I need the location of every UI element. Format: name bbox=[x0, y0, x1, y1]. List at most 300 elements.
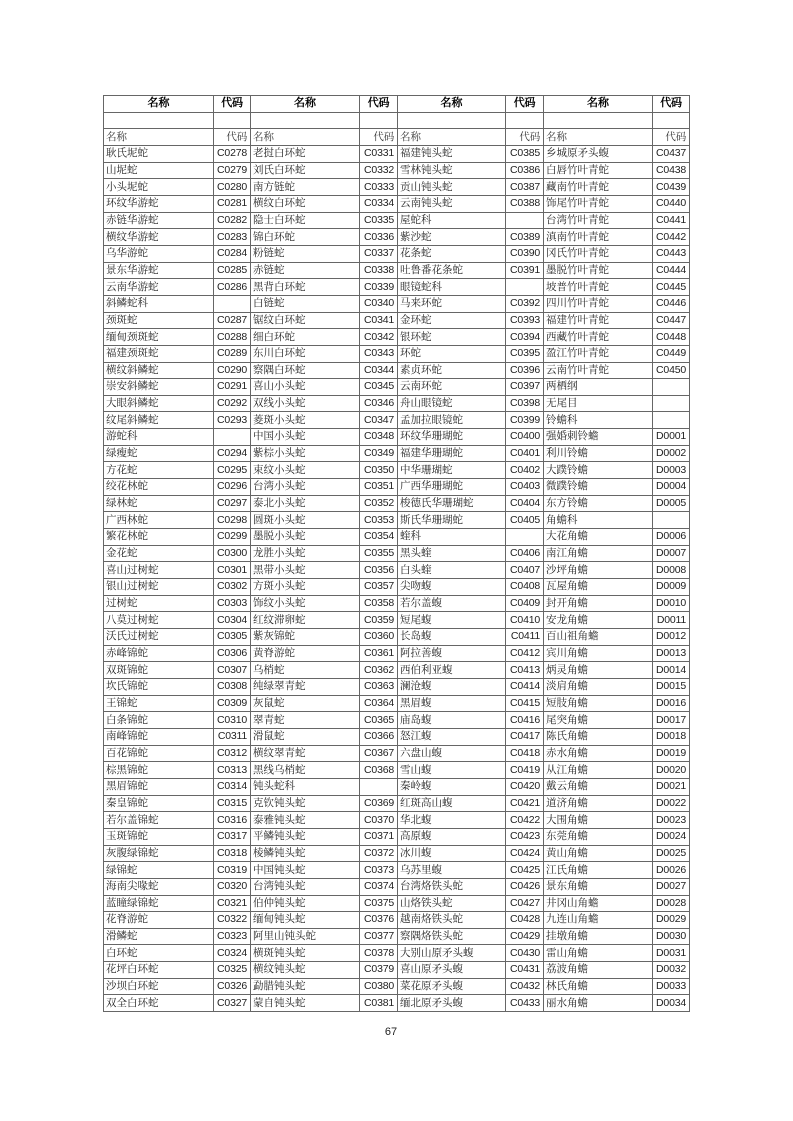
species-name-cell: 纯绿翠青蛇 bbox=[251, 678, 360, 695]
species-code-cell: C0322 bbox=[214, 912, 251, 929]
species-code-cell: C0426 bbox=[506, 878, 544, 895]
species-code-cell: C0282 bbox=[214, 212, 251, 229]
species-code-cell bbox=[506, 279, 544, 296]
species-name-cell: 屋蛇科 bbox=[398, 212, 506, 229]
table-row bbox=[104, 795, 690, 812]
species-code-cell: C0425 bbox=[506, 862, 544, 879]
species-name-cell: 横纹翠青蛇 bbox=[251, 745, 360, 762]
species-name-cell: 细白环蛇 bbox=[251, 329, 360, 346]
species-name-cell: 南峰锦蛇 bbox=[104, 728, 214, 745]
species-name-cell: 铃蟾科 bbox=[544, 412, 653, 429]
table-row bbox=[104, 712, 690, 729]
species-name-cell: 隐士白环蛇 bbox=[251, 212, 360, 229]
species-name-cell: 冰川蝮 bbox=[398, 845, 506, 862]
species-code-cell: D0020 bbox=[653, 762, 690, 779]
species-code-cell: D0013 bbox=[653, 645, 690, 662]
species-code-cell bbox=[506, 212, 544, 229]
species-code-cell: C0440 bbox=[653, 195, 690, 212]
species-code-cell: C0396 bbox=[506, 362, 544, 379]
species-code-cell: C0292 bbox=[214, 395, 251, 412]
species-code-cell: C0293 bbox=[214, 412, 251, 429]
species-code-cell: C0428 bbox=[506, 912, 544, 929]
species-code-cell: C0355 bbox=[360, 545, 398, 562]
species-name-cell: 棕黑锦蛇 bbox=[104, 762, 214, 779]
species-code-cell: D0016 bbox=[653, 695, 690, 712]
species-code-cell: C0424 bbox=[506, 845, 544, 862]
species-name-cell: 百山祖角蟾 bbox=[544, 629, 653, 646]
species-code-cell: C0354 bbox=[360, 529, 398, 546]
species-code-cell: C0336 bbox=[360, 229, 398, 246]
species-name-cell: 黑眉蝮 bbox=[398, 695, 506, 712]
species-code-cell: C0370 bbox=[360, 812, 398, 829]
species-code-cell: D0022 bbox=[653, 795, 690, 812]
species-name-cell: 短尾蝮 bbox=[398, 612, 506, 629]
species-code-cell: C0289 bbox=[214, 345, 251, 362]
species-name-cell: 东方铃蟾 bbox=[544, 495, 653, 512]
species-code-cell: C0414 bbox=[506, 678, 544, 695]
table-row bbox=[104, 629, 690, 646]
species-name-cell: 圆斑小头蛇 bbox=[251, 512, 360, 529]
table-row bbox=[104, 145, 690, 162]
species-name-cell: 九连山角蟾 bbox=[544, 912, 653, 929]
table-row bbox=[104, 762, 690, 779]
table-row bbox=[104, 295, 690, 312]
species-name-cell: 云南竹叶青蛇 bbox=[544, 362, 653, 379]
table-row bbox=[104, 345, 690, 362]
species-code-cell: C0341 bbox=[360, 312, 398, 329]
species-name-cell: 白环蛇 bbox=[104, 945, 214, 962]
species-name-cell: 游蛇科 bbox=[104, 429, 214, 446]
species-code-cell: C0432 bbox=[506, 978, 544, 995]
species-code-cell: C0303 bbox=[214, 595, 251, 612]
species-code-cell: C0398 bbox=[506, 395, 544, 412]
species-code-cell: D0012 bbox=[653, 629, 690, 646]
species-name-cell: 沙坪角蟾 bbox=[544, 562, 653, 579]
species-code-cell: C0339 bbox=[360, 279, 398, 296]
table-subheader-row bbox=[104, 129, 690, 146]
species-code-cell: C0391 bbox=[506, 262, 544, 279]
species-code-cell: C0366 bbox=[360, 728, 398, 745]
species-name-cell: 花脊游蛇 bbox=[104, 912, 214, 929]
species-name-cell: 滑鳞蛇 bbox=[104, 928, 214, 945]
species-name-cell: 东川白环蛇 bbox=[251, 345, 360, 362]
species-code-cell: C0380 bbox=[360, 978, 398, 995]
species-name-cell: 沙坝白环蛇 bbox=[104, 978, 214, 995]
species-name-cell: 黑头蝰 bbox=[398, 545, 506, 562]
table-row bbox=[104, 579, 690, 596]
table-row bbox=[104, 512, 690, 529]
species-name-cell: 玉斑锦蛇 bbox=[104, 828, 214, 845]
species-name-cell: 高原蝮 bbox=[398, 828, 506, 845]
species-name-cell: 过树蛇 bbox=[104, 595, 214, 612]
species-code-cell: C0371 bbox=[360, 828, 398, 845]
species-name-cell: 黑带小头蛇 bbox=[251, 562, 360, 579]
species-code-cell: C0353 bbox=[360, 512, 398, 529]
species-name-cell: 蒙自钝头蛇 bbox=[251, 995, 360, 1012]
species-code-cell: C0417 bbox=[506, 728, 544, 745]
species-name-cell: 淡肩角蟾 bbox=[544, 678, 653, 695]
species-code-cell: C0368 bbox=[360, 762, 398, 779]
table-row bbox=[104, 495, 690, 512]
species-name-cell: 中国小头蛇 bbox=[251, 429, 360, 446]
species-name-cell: 眼镜蛇科 bbox=[398, 279, 506, 296]
species-code-cell: C0439 bbox=[653, 179, 690, 196]
species-code-cell: C0348 bbox=[360, 429, 398, 446]
table-row bbox=[104, 229, 690, 246]
species-code-cell: C0361 bbox=[360, 645, 398, 662]
species-name-cell: 庙岛蝮 bbox=[398, 712, 506, 729]
species-name-cell: 黄脊游蛇 bbox=[251, 645, 360, 662]
species-code-cell: C0437 bbox=[653, 145, 690, 162]
species-name-cell: 西伯利亚蝮 bbox=[398, 662, 506, 679]
table-row bbox=[104, 945, 690, 962]
species-code-cell: C0319 bbox=[214, 862, 251, 879]
species-code-cell: C0362 bbox=[360, 662, 398, 679]
species-code-cell: C0442 bbox=[653, 229, 690, 246]
species-name-cell: 横纹斜鳞蛇 bbox=[104, 362, 214, 379]
species-name-cell: 菱斑小头蛇 bbox=[251, 412, 360, 429]
empty-cell bbox=[398, 112, 506, 129]
species-code-cell: D0031 bbox=[653, 945, 690, 962]
species-name-cell: 大眼斜鳞蛇 bbox=[104, 395, 214, 412]
species-name-cell: 阿拉善蝮 bbox=[398, 645, 506, 662]
species-code-cell: C0433 bbox=[506, 995, 544, 1012]
species-name-cell: 灰腹绿锦蛇 bbox=[104, 845, 214, 862]
species-code-cell: C0420 bbox=[506, 778, 544, 795]
table-row bbox=[104, 262, 690, 279]
species-name-cell: 百花锦蛇 bbox=[104, 745, 214, 762]
species-code-cell: C0309 bbox=[214, 695, 251, 712]
species-name-cell: 福建颈斑蛇 bbox=[104, 345, 214, 362]
species-name-cell: 越南烙铁头蛇 bbox=[398, 912, 506, 929]
species-name-cell: 梭德氏华珊瑚蛇 bbox=[398, 495, 506, 512]
species-name-cell: 华北蝮 bbox=[398, 812, 506, 829]
species-name-cell: 戴云角蟾 bbox=[544, 778, 653, 795]
table-row bbox=[104, 862, 690, 879]
species-name-cell: 环蛇 bbox=[398, 345, 506, 362]
species-name-cell: 白链蛇 bbox=[251, 295, 360, 312]
table-row bbox=[104, 212, 690, 229]
species-name-cell: 喜山小头蛇 bbox=[251, 379, 360, 396]
table-row bbox=[104, 195, 690, 212]
species-name-cell: 短肢角蟾 bbox=[544, 695, 653, 712]
species-code-cell: C0422 bbox=[506, 812, 544, 829]
species-name-cell: 广西华珊瑚蛇 bbox=[398, 479, 506, 496]
species-name-cell: 雪山蝮 bbox=[398, 762, 506, 779]
species-name-cell: 墨脱竹叶青蛇 bbox=[544, 262, 653, 279]
species-name-cell: 台湾钝头蛇 bbox=[251, 878, 360, 895]
species-name-cell: 察隅白环蛇 bbox=[251, 362, 360, 379]
species-name-cell: 荔波角蟾 bbox=[544, 962, 653, 979]
table-row bbox=[104, 429, 690, 446]
subheader-code-2: 代码 bbox=[360, 129, 398, 146]
species-code-cell: C0311 bbox=[214, 728, 251, 745]
species-code-cell: C0447 bbox=[653, 312, 690, 329]
table-row bbox=[104, 279, 690, 296]
species-name-cell: 金花蛇 bbox=[104, 545, 214, 562]
species-name-cell: 若尔盖锦蛇 bbox=[104, 812, 214, 829]
species-code-table bbox=[103, 95, 690, 1012]
species-name-cell: 乌苏里蝮 bbox=[398, 862, 506, 879]
table-row bbox=[104, 695, 690, 712]
species-name-cell: 赤链华游蛇 bbox=[104, 212, 214, 229]
species-name-cell: 紫棕小头蛇 bbox=[251, 445, 360, 462]
species-code-cell: C0407 bbox=[506, 562, 544, 579]
species-code-cell: D0029 bbox=[653, 912, 690, 929]
header-name-2: 名称 bbox=[251, 96, 360, 113]
species-code-cell: C0343 bbox=[360, 345, 398, 362]
subheader-name-1: 名称 bbox=[104, 129, 214, 146]
species-code-cell: C0379 bbox=[360, 962, 398, 979]
species-name-cell: 台湾竹叶青蛇 bbox=[544, 212, 653, 229]
species-code-cell: C0345 bbox=[360, 379, 398, 396]
species-name-cell: 素贞环蛇 bbox=[398, 362, 506, 379]
species-name-cell: 蝰科 bbox=[398, 529, 506, 546]
table-row bbox=[104, 479, 690, 496]
species-code-cell: D0010 bbox=[653, 595, 690, 612]
table-row bbox=[104, 245, 690, 262]
species-name-cell: 安龙角蟾 bbox=[544, 612, 653, 629]
species-code-cell: C0315 bbox=[214, 795, 251, 812]
species-code-cell: C0279 bbox=[214, 162, 251, 179]
table-row bbox=[104, 162, 690, 179]
species-name-cell: 龙胜小头蛇 bbox=[251, 545, 360, 562]
species-code-cell: C0375 bbox=[360, 895, 398, 912]
species-code-cell: D0026 bbox=[653, 862, 690, 879]
species-name-cell: 金环蛇 bbox=[398, 312, 506, 329]
table-row bbox=[104, 995, 690, 1012]
species-name-cell: 道济角蟾 bbox=[544, 795, 653, 812]
empty-cell bbox=[653, 112, 690, 129]
species-name-cell: 双线小头蛇 bbox=[251, 395, 360, 412]
species-code-cell: C0331 bbox=[360, 145, 398, 162]
species-code-cell: D0018 bbox=[653, 728, 690, 745]
table-row bbox=[104, 462, 690, 479]
species-name-cell: 强婚刺铃蟾 bbox=[544, 429, 653, 446]
species-name-cell: 尖吻蝮 bbox=[398, 579, 506, 596]
species-name-cell: 横纹钝头蛇 bbox=[251, 962, 360, 979]
table-row bbox=[104, 362, 690, 379]
species-code-cell: C0349 bbox=[360, 445, 398, 462]
species-code-cell: C0321 bbox=[214, 895, 251, 912]
species-code-cell: C0376 bbox=[360, 912, 398, 929]
species-name-cell: 澜沧蝮 bbox=[398, 678, 506, 695]
header-name-3: 名称 bbox=[398, 96, 506, 113]
species-code-cell: C0410 bbox=[506, 612, 544, 629]
species-code-cell: C0299 bbox=[214, 529, 251, 546]
species-code-cell: C0327 bbox=[214, 995, 251, 1012]
species-name-cell: 双全白环蛇 bbox=[104, 995, 214, 1012]
table-row bbox=[104, 395, 690, 412]
species-name-cell: 景东华游蛇 bbox=[104, 262, 214, 279]
species-name-cell: 赤水角蟾 bbox=[544, 745, 653, 762]
table-row bbox=[104, 645, 690, 662]
species-code-cell: C0347 bbox=[360, 412, 398, 429]
species-code-cell bbox=[653, 412, 690, 429]
species-name-cell: 黄山角蟾 bbox=[544, 845, 653, 862]
species-name-cell: 饰尾竹叶青蛇 bbox=[544, 195, 653, 212]
species-name-cell: 福建钝头蛇 bbox=[398, 145, 506, 162]
species-name-cell: 从江角蟾 bbox=[544, 762, 653, 779]
table-row bbox=[104, 828, 690, 845]
species-code-cell: C0323 bbox=[214, 928, 251, 945]
species-code-cell: C0374 bbox=[360, 878, 398, 895]
species-code-cell: C0318 bbox=[214, 845, 251, 862]
species-code-cell: C0389 bbox=[506, 229, 544, 246]
species-name-cell: 角蟾科 bbox=[544, 512, 653, 529]
species-code-cell: C0372 bbox=[360, 845, 398, 862]
species-code-cell: D0003 bbox=[653, 462, 690, 479]
species-name-cell: 翠青蛇 bbox=[251, 712, 360, 729]
species-name-cell: 束纹小头蛇 bbox=[251, 462, 360, 479]
species-name-cell: 横斑钝头蛇 bbox=[251, 945, 360, 962]
species-code-cell: C0344 bbox=[360, 362, 398, 379]
table-row bbox=[104, 529, 690, 546]
species-code-cell: C0304 bbox=[214, 612, 251, 629]
species-code-cell: C0342 bbox=[360, 329, 398, 346]
species-code-cell: C0290 bbox=[214, 362, 251, 379]
species-code-cell: C0310 bbox=[214, 712, 251, 729]
species-code-cell: C0308 bbox=[214, 678, 251, 695]
species-name-cell: 缅甸颈斑蛇 bbox=[104, 329, 214, 346]
species-code-cell: C0411 bbox=[506, 629, 544, 646]
table-row bbox=[104, 329, 690, 346]
species-code-cell: D0008 bbox=[653, 562, 690, 579]
species-name-cell: 环纹华游蛇 bbox=[104, 195, 214, 212]
species-code-cell: C0294 bbox=[214, 445, 251, 462]
species-name-cell: 缅北原矛头蝮 bbox=[398, 995, 506, 1012]
header-code-3: 代码 bbox=[506, 96, 544, 113]
species-code-cell bbox=[506, 529, 544, 546]
species-name-cell: 察隅烙铁头蛇 bbox=[398, 928, 506, 945]
species-code-cell: C0385 bbox=[506, 145, 544, 162]
species-code-cell: C0278 bbox=[214, 145, 251, 162]
species-name-cell: 克钦钝头蛇 bbox=[251, 795, 360, 812]
species-code-cell: C0334 bbox=[360, 195, 398, 212]
species-code-cell: C0360 bbox=[360, 629, 398, 646]
empty-cell bbox=[360, 112, 398, 129]
species-name-cell: 黑线乌梢蛇 bbox=[251, 762, 360, 779]
species-name-cell: 银环蛇 bbox=[398, 329, 506, 346]
species-code-cell: C0401 bbox=[506, 445, 544, 462]
species-name-cell: 坡普竹叶青蛇 bbox=[544, 279, 653, 296]
species-code-cell: C0305 bbox=[214, 629, 251, 646]
species-code-cell: C0418 bbox=[506, 745, 544, 762]
species-name-cell: 冈氏竹叶青蛇 bbox=[544, 245, 653, 262]
species-code-cell: C0312 bbox=[214, 745, 251, 762]
species-code-cell: D0017 bbox=[653, 712, 690, 729]
species-code-cell: C0313 bbox=[214, 762, 251, 779]
species-code-cell: D0007 bbox=[653, 545, 690, 562]
species-name-cell: 沃氏过树蛇 bbox=[104, 629, 214, 646]
species-name-cell: 环纹华珊瑚蛇 bbox=[398, 429, 506, 446]
species-name-cell: 台湾烙铁头蛇 bbox=[398, 878, 506, 895]
species-code-cell: C0296 bbox=[214, 479, 251, 496]
species-code-cell: C0402 bbox=[506, 462, 544, 479]
species-name-cell: 挂墩角蟾 bbox=[544, 928, 653, 945]
species-name-cell: 怒江蝮 bbox=[398, 728, 506, 745]
subheader-code-4: 代码 bbox=[653, 129, 690, 146]
species-name-cell: 绿瘦蛇 bbox=[104, 445, 214, 462]
species-name-cell: 灰鼠蛇 bbox=[251, 695, 360, 712]
species-code-cell: C0390 bbox=[506, 245, 544, 262]
species-name-cell: 长岛蝮 bbox=[398, 629, 506, 646]
table-row bbox=[104, 312, 690, 329]
species-name-cell: 两栖纲 bbox=[544, 379, 653, 396]
species-code-cell: C0438 bbox=[653, 162, 690, 179]
species-code-cell: C0324 bbox=[214, 945, 251, 962]
table-row bbox=[104, 912, 690, 929]
species-name-cell: 江氏角蟾 bbox=[544, 862, 653, 879]
species-code-cell: C0317 bbox=[214, 828, 251, 845]
subheader-code-1: 代码 bbox=[214, 129, 251, 146]
species-code-cell: C0377 bbox=[360, 928, 398, 945]
table-row bbox=[104, 728, 690, 745]
empty-row bbox=[104, 112, 690, 129]
species-name-cell: 陈氏角蟾 bbox=[544, 728, 653, 745]
species-code-cell: C0421 bbox=[506, 795, 544, 812]
species-code-cell bbox=[214, 429, 251, 446]
species-name-cell: 紫沙蛇 bbox=[398, 229, 506, 246]
header-name-1: 名称 bbox=[104, 96, 214, 113]
species-name-cell: 南江角蟾 bbox=[544, 545, 653, 562]
species-code-cell bbox=[360, 778, 398, 795]
species-name-cell: 大蹼铃蟾 bbox=[544, 462, 653, 479]
species-code-cell: C0367 bbox=[360, 745, 398, 762]
species-code-cell: D0034 bbox=[653, 995, 690, 1012]
table-row bbox=[104, 878, 690, 895]
table-row bbox=[104, 595, 690, 612]
species-name-cell: 孟加拉眼镜蛇 bbox=[398, 412, 506, 429]
species-name-cell: 东莞角蟾 bbox=[544, 828, 653, 845]
species-name-cell: 老挝白环蛇 bbox=[251, 145, 360, 162]
species-name-cell: 墨脱小头蛇 bbox=[251, 529, 360, 546]
species-name-cell: 尾突角蟾 bbox=[544, 712, 653, 729]
species-name-cell: 泰雅钝头蛇 bbox=[251, 812, 360, 829]
table-header-row bbox=[104, 96, 690, 113]
species-name-cell: 福建华珊瑚蛇 bbox=[398, 445, 506, 462]
species-name-cell: 四川竹叶青蛇 bbox=[544, 295, 653, 312]
species-name-cell: 福建竹叶青蛇 bbox=[544, 312, 653, 329]
species-name-cell: 阿里山钝头蛇 bbox=[251, 928, 360, 945]
table-row bbox=[104, 678, 690, 695]
species-name-cell: 台湾小头蛇 bbox=[251, 479, 360, 496]
species-code-cell bbox=[653, 512, 690, 529]
species-code-cell: C0356 bbox=[360, 562, 398, 579]
species-code-cell: C0280 bbox=[214, 179, 251, 196]
species-name-cell: 白头蝰 bbox=[398, 562, 506, 579]
species-name-cell: 乌梢蛇 bbox=[251, 662, 360, 679]
species-name-cell: 小头坭蛇 bbox=[104, 179, 214, 196]
species-code-cell: C0333 bbox=[360, 179, 398, 196]
species-code-cell: D0009 bbox=[653, 579, 690, 596]
species-name-cell: 平鳞钝头蛇 bbox=[251, 828, 360, 845]
species-name-cell: 银山过树蛇 bbox=[104, 579, 214, 596]
species-code-cell: C0369 bbox=[360, 795, 398, 812]
species-name-cell: 花条蛇 bbox=[398, 245, 506, 262]
species-name-cell: 繁花林蛇 bbox=[104, 529, 214, 546]
species-name-cell: 饰纹小头蛇 bbox=[251, 595, 360, 612]
species-name-cell: 黑眉锦蛇 bbox=[104, 778, 214, 795]
species-name-cell: 云南华游蛇 bbox=[104, 279, 214, 296]
species-code-cell: D0027 bbox=[653, 878, 690, 895]
species-code-cell: C0363 bbox=[360, 678, 398, 695]
species-name-cell: 红斑高山蝮 bbox=[398, 795, 506, 812]
species-code-cell: C0357 bbox=[360, 579, 398, 596]
species-name-cell: 山烙铁头蛇 bbox=[398, 895, 506, 912]
species-code-cell: C0423 bbox=[506, 828, 544, 845]
species-name-cell: 绿锦蛇 bbox=[104, 862, 214, 879]
